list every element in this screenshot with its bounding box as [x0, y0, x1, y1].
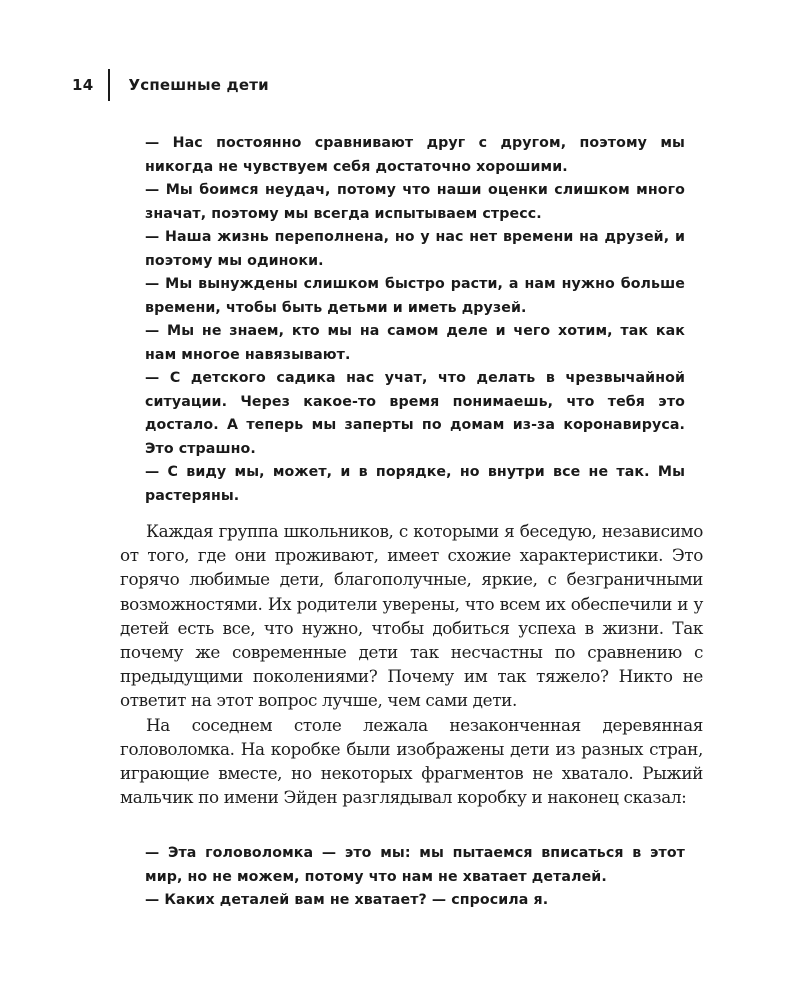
- quote-line: — Наша жизнь переполнена, но у нас нет времени на друзей, и поэтому мы одиноки.: [145, 229, 685, 269]
- page-number: 14: [72, 76, 94, 94]
- body-paragraph: На соседнем столе лежала незаконченная деревянная головоломка. На коробке были изображены дети из разных стран, играющие вместе, но некоторых фрагментов не хватало. Рыжий мальчик по имени Эйден разглядывал коробку и наконец сказал:: [120, 714, 703, 808]
- header-divider: [108, 69, 110, 101]
- quote-line: — С детского садика нас учат, что делать в чрезвычайной ситуации. Через какое-то время понимаешь, что тебя это достало. А теперь мы заперты по домам из-за коронавируса. Это страшно.: [145, 370, 685, 457]
- quote-line: — Мы вынуждены слишком быстро расти, а нам нужно больше времени, чтобы быть детьми и иметь друзей.: [145, 276, 685, 316]
- quote-line: — Мы боимся неудач, потому что наши оценки слишком много значат, поэтому мы всегда испытываем стресс.: [145, 182, 685, 222]
- quote-line: — С виду мы, может, и в порядке, но внутри все не так. Мы растеряны.: [145, 464, 685, 504]
- body-text: [120, 519, 703, 809]
- quote-line: — Каких деталей вам не хватает? — спросила я.: [145, 892, 549, 908]
- quote-line: — Мы не знаем, кто мы на самом деле и чего хотим, так как нам многое навязывают.: [145, 323, 685, 363]
- quote-line: — Нас постоянно сравнивают друг с другом, поэтому мы никогда не чувствуем себя достаточно хорошими.: [145, 135, 685, 175]
- running-header: [72, 68, 269, 102]
- quotes-block-top: [145, 132, 685, 508]
- body-paragraph: Каждая группа школьников, с которыми я беседую, независимо от того, где они проживают, имеет схожие характеристики. Это горячо любимые дети, благополучные, яркие, с безграничными возможностями. Их родители уверены, что всем их обеспечили и у детей есть все, что нужно, чтобы добиться успеха в жизни. Так почему же современные дети так несчастны по сравнению с предыдущими поколениями? Почему им так тяжело? Никто не ответит на этот вопрос лучше, чем сами дети.: [120, 521, 703, 711]
- running-title: Успешные дети: [128, 76, 269, 94]
- quotes-block-bottom: [145, 842, 685, 913]
- quote-line: — Эта головоломка — это мы: мы пытаемся вписаться в этот мир, но не можем, потому что нам не хватает деталей.: [145, 845, 685, 885]
